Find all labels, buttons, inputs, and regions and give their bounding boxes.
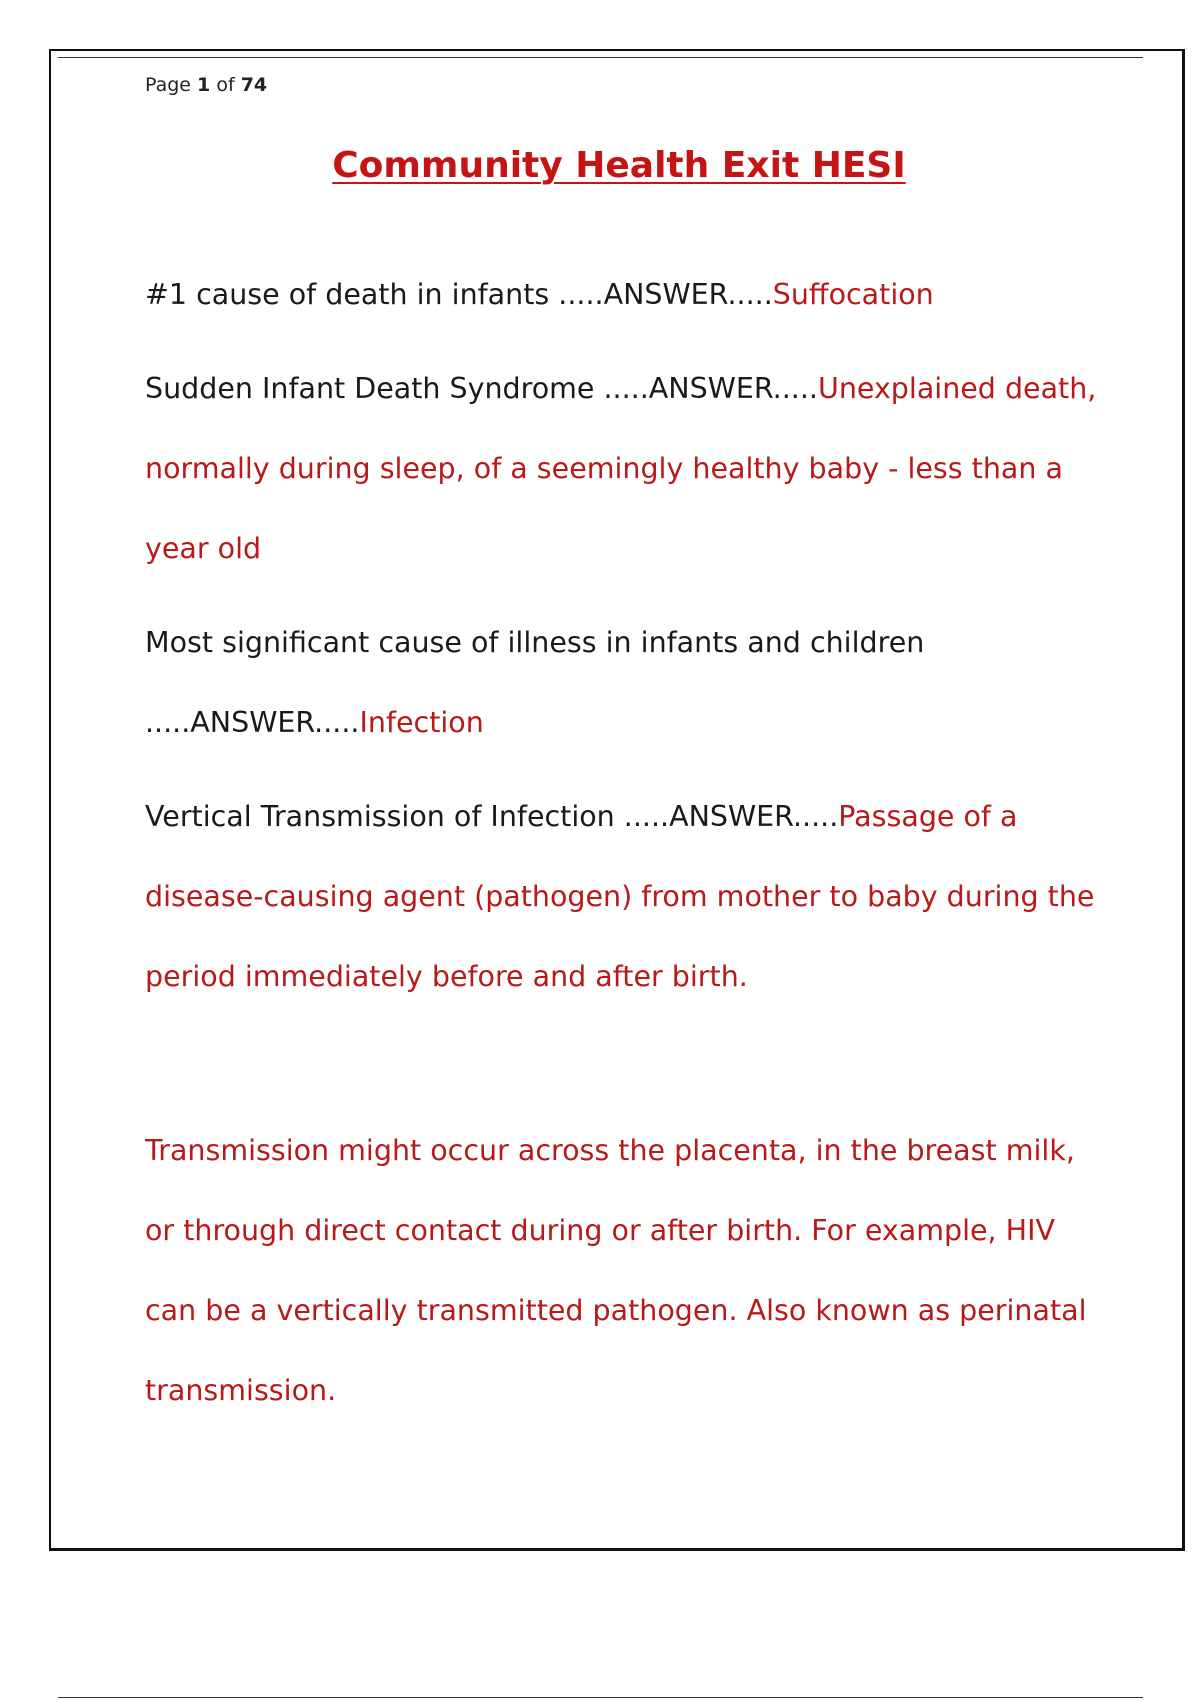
qa-item xyxy=(145,255,1105,335)
document-body xyxy=(145,255,1105,1431)
page-number xyxy=(145,74,267,96)
answer-text: Suffocation xyxy=(772,278,934,311)
question-text: #1 cause of death in infants xyxy=(145,278,559,311)
header-rule xyxy=(58,57,1143,58)
answer-separator: .....ANSWER..... xyxy=(603,372,818,405)
question-text: Sudden Infant Death Syndrome xyxy=(145,372,604,405)
footer-rule xyxy=(58,1697,1143,1698)
qa-item xyxy=(145,777,1105,1017)
page-total: 74 xyxy=(240,74,268,96)
question-text: Most significant cause of illness in infants and children xyxy=(145,626,925,659)
answer-separator: .....ANSWER..... xyxy=(558,278,773,311)
answer-text: Passage of a disease-causing agent (pathogen) from mother to baby during the period immediately before and after birth. xyxy=(145,800,1095,993)
page-label: Page xyxy=(145,74,191,96)
answer-separator: .....ANSWER..... xyxy=(145,706,360,739)
answer-text: Infection xyxy=(359,706,484,739)
qa-item xyxy=(145,349,1105,589)
answer-separator: .....ANSWER..... xyxy=(623,800,839,833)
question-text: Vertical Transmission of Infection xyxy=(145,800,624,833)
qa-item xyxy=(145,603,1105,763)
answer-text: Unexplained death, normally during sleep, of a seemingly healthy baby - less than a year old xyxy=(145,372,1097,565)
document-title: Community Health Exit HESI xyxy=(332,145,906,186)
answer-note: Transmission might occur across the placenta, in the breast milk, or through direct contact during or after birth. For example, HIV can be a vertically transmitted pathogen. Also known as perinatal transmission. xyxy=(145,1134,1087,1407)
page-of: of xyxy=(216,74,235,96)
page-current: 1 xyxy=(197,74,211,96)
